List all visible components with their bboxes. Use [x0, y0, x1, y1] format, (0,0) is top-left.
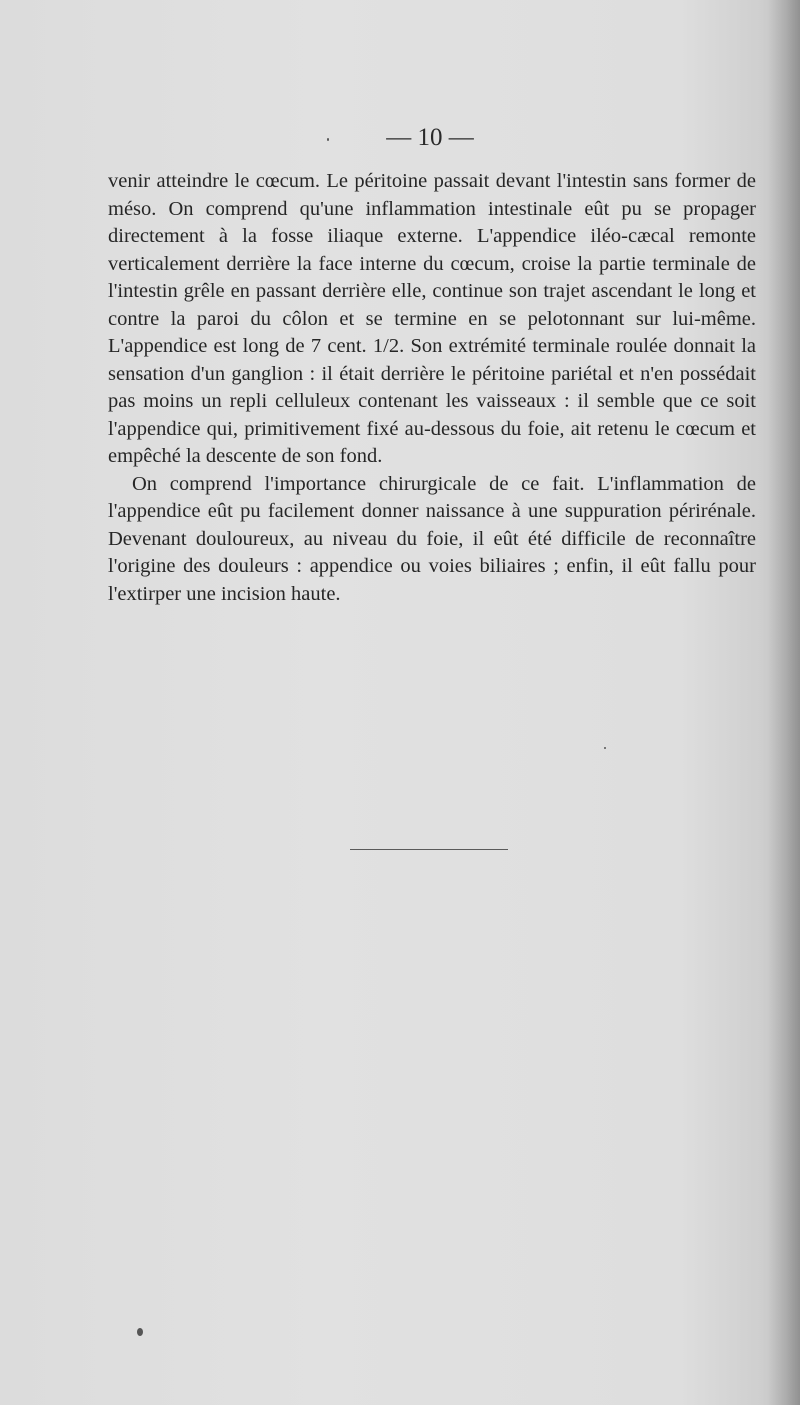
end-rule: [350, 849, 508, 850]
page-edge-shadow: [768, 0, 800, 1405]
paragraph-1: venir atteindre le cœcum. Le péritoine passait devant l'intestin sans former de méso. On comprend qu'une inflammation intestinale eût pu se propager directement à la fosse iliaque externe. L'appendice iléo-cæcal remonte verticalement derrière la face interne du cœcum, croise la partie terminale de l'intestin grêle en passant derrière elle, continue son trajet ascendant le long et contre la paroi du côlon et se termine en se pelotonnant sur lui-même. L'appendice est long de 7 cent. 1/2. Son extrémité terminale roulée donnait la sensation d'un ganglion : il était derrière le péritoine pariétal et n'en possédait pas moins un repli celluleux contenant les vaisseaux : il semble que ce soit l'appendice qui, primitivement fixé au-dessous du foie, ait retenu le cœcum et empêché la descente de son fond.: [108, 170, 756, 467]
paragraph-2: On comprend l'importance chirurgicale de ce fait. L'inflammation de l'appendice eût pu facilement donner naissance à une suppuration périrénale. Devenant douloureux, au niveau du foie, il eût été difficile de reconnaître l'origine des douleurs : appendice ou voies biliaires ; enfin, il eût fallu pour l'extirper une incision haute.: [108, 472, 756, 605]
page-number: — 10 —: [386, 124, 474, 151]
body-text: [108, 168, 756, 608]
ink-speck: [137, 1328, 143, 1336]
ink-speck: [327, 138, 329, 141]
ink-speck: [604, 747, 606, 749]
